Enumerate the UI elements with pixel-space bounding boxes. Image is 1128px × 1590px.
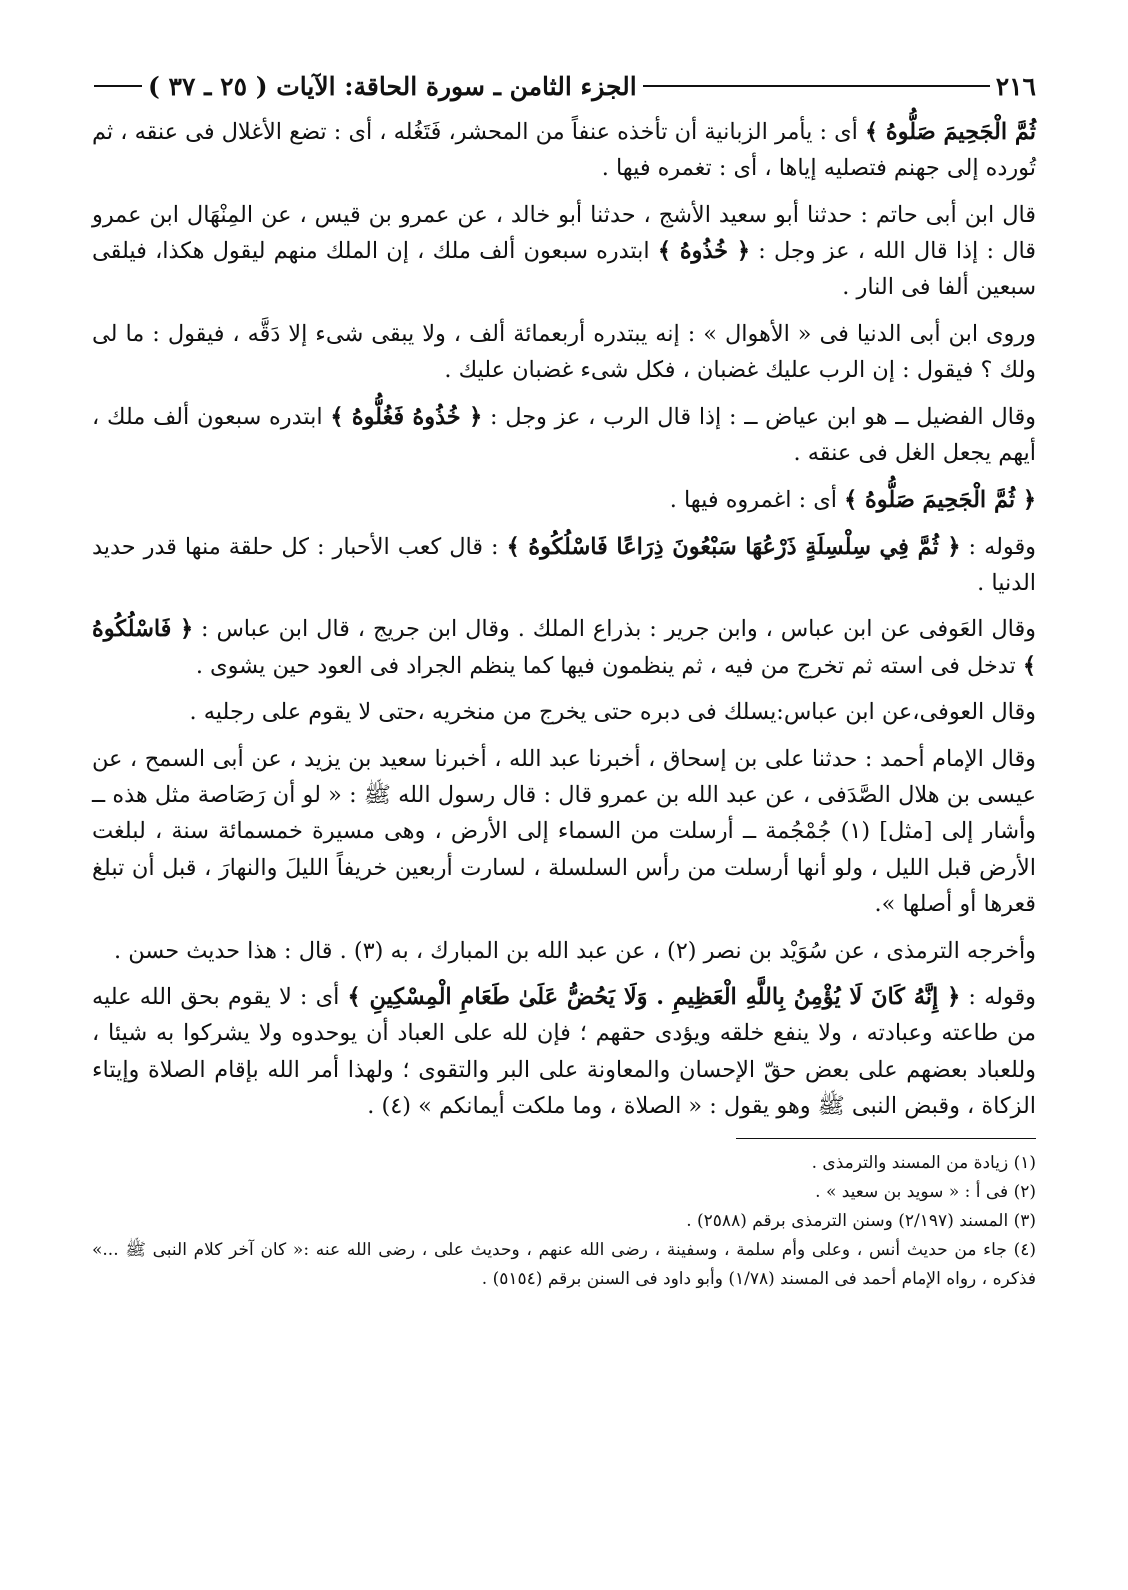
quran-quote: ﴿ ثُمَّ فِي سِلْسِلَةٍ ذَرْعُهَا سَبْعُونَ ذِرَاعًا فَاسْلُكُوهُ ﴾ — [506, 533, 961, 560]
footnote-divider — [736, 1138, 1036, 1139]
paragraph — [92, 979, 1036, 1124]
text-segment: وأخرجه الترمذى ، عن سُوَيْد بن نصر (٢) ، عن عبد الله بن المبارك ، به (٣) . قال : هذا حديث حسن . — [114, 937, 1036, 964]
paragraph — [92, 316, 1036, 388]
page-number: ٢١٦ — [995, 71, 1036, 101]
text-segment: وقوله : — [960, 533, 1036, 560]
paragraph — [92, 694, 1036, 730]
paragraph — [92, 933, 1036, 969]
paragraph — [92, 114, 1036, 186]
text-segment: تدخل فى استه ثم تخرج من فيه ، ثم ينظمون فيها كما ينظم الجراد فى العود حين يشوى . — [195, 652, 1023, 679]
text-segment: ابتدره سبعون ألف ملك ، إن الملك منهم ليقول هكذا، فيلقى سبعين ألفا فى النار . — [92, 238, 1036, 301]
text-segment: ابتدره سبعون ألف ملك ، أيهم يجعل الغل فى عنقه . — [92, 403, 1036, 467]
text-segment: أى : لا يقوم بحق الله عليه من طاعته وعبادته ، ولا ينفع خلقه ويؤدى حقهم ؛ فإن لله على العباد أن يوحدوه ولا يشركوا به شيئا ، وللعباد بعضهم على بعض حقّ الإحسان والمعاونة على البر والتقوى ؛ ولهذا أمر الله بإقام الصلاة وإيتاء الزكاة ، وقبض النبى ﷺ وهو يقول : « الصلاة ، وما ملكت أيمانكم » (٤) . — [92, 984, 1036, 1119]
footnote: (٣) المسند (٢/١٩٧) وسنن الترمذى برقم (٢٥٨٨) . — [686, 1211, 1036, 1232]
header-rule — [643, 85, 990, 87]
quran-quote: ثُمَّ الْجَحِيمَ صَلُّوهُ ﴾ — [865, 119, 1036, 145]
paragraph — [92, 482, 1036, 518]
main-text — [92, 114, 1036, 1124]
quran-quote: ﴿ خُذُوهُ فَغُلُّوهُ ﴾ — [330, 403, 483, 430]
text-segment: وقوله : — [960, 984, 1036, 1011]
paragraph — [92, 741, 1036, 922]
footnote: (١) زيادة من المسند والترمذى . — [811, 1153, 1036, 1174]
text-segment: وقال العَوفى عن ابن عباس ، وابن جرير : بذراع الملك . وقال ابن جريج ، قال ابن عباس : — [193, 616, 1036, 643]
text-segment: أى : يأمر الزبانية أن تأخذه عنفاً من المحشر، فَتَغُله ، أى : تضع الأغلال فى عنقه ، ثم تُورده إلى جهنم فتصليه إياها ، أى : تغمره فيها . — [92, 119, 1036, 182]
paragraph — [92, 611, 1036, 683]
paragraph — [92, 197, 1036, 306]
text-segment: وقال الإمام أحمد : حدثنا على بن إسحاق ، أخبرنا عبد الله ، أخبرنا سعيد بن يزيد ، عن أبى السمح ، عن عيسى بن هلال الصَّدَفى ، عن عبد الله بن عمرو قال : قال رسول الله ﷺ : « لو أن رَصَاصة مثل هذه ــ وأشار إلى [مثل] (١) جُمْجُمة ــ أرسلت من السماء إلى الأرض ، وهى مسيرة خمسمائة سنة ، لبلغت الأرض قبل الليل ، ولو أنها أرسلت من رأس السلسلة ، لسارت أربعين خريفاً الليلَ والنهارَ ، قبل أن تبلغ قعرها أو أصلها ». — [92, 746, 1036, 917]
footnote: (٤) جاء من حديث أنس ، وعلى وأم سلمة ، وسفينة ، رضى الله عنهم ، وحديث على ، رضى الله عنه :« كان آخر كلام النبى ﷺ ...» فذكره ، رواه الإمام أحمد فى المسند (١/٧٨) وأبو داود فى السنن برقم (٥١٥٤) . — [92, 1240, 1036, 1290]
text-segment: وروى ابن أبى الدنيا فى « الأهوال » : إنه يبتدره أربعمائة ألف ، ولا يبقى شىء إلا دَقَّه ، فيقول : ما لى ولك ؟ فيقول : إن الرب عليك غضبان ، فكل شىء غضبان عليك . — [92, 321, 1036, 384]
text-segment: وقال الفضيل ــ هو ابن عياض ــ : إذا قال الرب ، عز وجل : — [482, 403, 1036, 430]
text-segment: : قال كعب الأحبار : كل حلقة منها قدر حديد الدنيا . — [92, 533, 1036, 596]
paragraph — [92, 529, 1036, 601]
text-segment: أى : اغمروه فيها . — [669, 486, 845, 513]
quran-quote: ﴿ إِنَّهُ كَانَ لَا يُؤْمِنُ بِاللَّهِ الْعَظِيمِ . وَلَا يَحُضُّ عَلَىٰ طَعَامِ الْمِسْكِينِ ﴾ — [347, 984, 961, 1011]
text-segment: وقال العوفى،عن ابن عباس:يسلك فى دبره حتى يخرج من منخريه ،حتى لا يقوم على رجليه . — [189, 699, 1036, 726]
quran-quote: ﴿ فَاسْلُكُوهُ ﴾ — [92, 616, 1036, 679]
footnotes — [92, 1149, 1036, 1294]
running-header — [92, 66, 1036, 106]
quran-quote: ﴿ خُذُوهُ ﴾ — [657, 238, 750, 265]
text-segment: قال ابن أبى حاتم : حدثنا أبو سعيد الأشج ، حدثنا أبو خالد ، عن عمرو بن قيس ، عن المِنْهَال ابن عمرو قال : إذا قال الله ، عز وجل : — [92, 201, 1037, 265]
quran-quote: ﴿ ثُمَّ الْجَحِيمَ صَلُّوهُ ﴾ — [844, 486, 1036, 513]
footnote: (٢) فى أ : « سويد بن سعيد » . — [815, 1182, 1036, 1203]
paragraph — [92, 399, 1036, 471]
header-title: الجزء الثامن ـ سورة الحاقة: الآيات ( ٢٥ ـ ٣٧ ) — [148, 71, 637, 101]
header-rule-end — [94, 85, 142, 87]
page — [92, 66, 1036, 1294]
